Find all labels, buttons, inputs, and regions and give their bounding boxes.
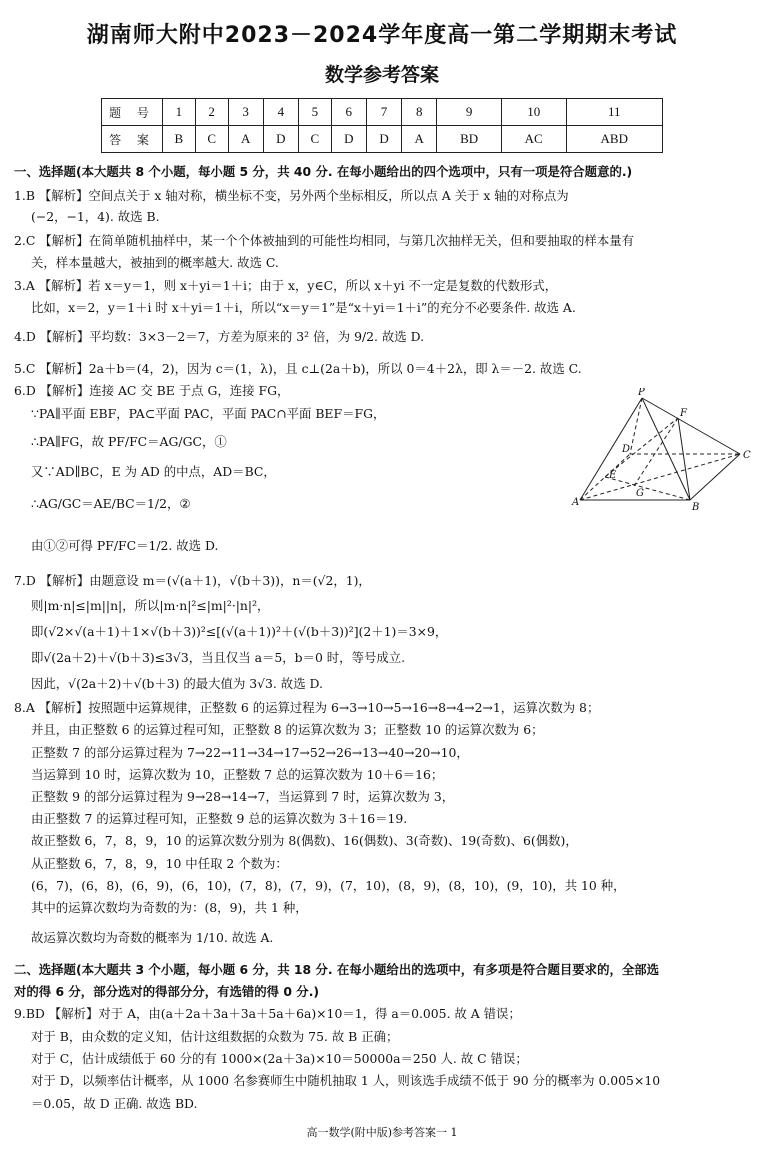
question-number: 10 [501, 99, 566, 126]
solution-line: (−2，−1，4). 故选 B. [31, 209, 160, 224]
solution-line: 关，样本量越大，被抽到的概率越大. 故选 C. [31, 255, 279, 270]
solution-line: 因此，√(2a＋2)＋√(b＋3) 的最大值为 3√3. 故选 D. [31, 676, 323, 691]
label-b: B [692, 502, 700, 513]
solution-line: 7.D 【解析】由题意设 m＝(√(a＋1)，√(b＋3))，n＝(√2，1)， [14, 573, 371, 588]
solution-line: 即(√2×√(a＋1)＋1×√(b＋3))²≤[(√(a＋1))²＋(√(b＋3))²](2＋1)＝3×9， [31, 624, 448, 639]
question-number: 1 [163, 99, 196, 126]
question-number: 9 [437, 99, 502, 126]
solution-line: 比如，x＝2，y＝1＋i 时 x＋yi＝1＋i，所以“x＝y＝1”是“x＋yi＝1＋i”的充分不必要条件. 故选 A. [31, 300, 576, 315]
solution-line: 即√(2a＋2)＋√(b＋3)≤3√3，当且仅当 a＝5，b＝0 时，等号成立. [31, 650, 406, 665]
solution-line: 8.A 【解析】按照题中运算规律，正整数 6 的运算过程为 6→3→10→5→16→8→4→2→1，运算次数为 8； [14, 700, 600, 715]
solution-line: 又∵AD∥BC，E 为 AD 的中点，AD＝BC， [31, 464, 276, 479]
solution-line: 其中的运算次数均为奇数的为：(8，9)，共 1 种， [31, 900, 308, 915]
answer-cell: A [228, 126, 263, 153]
question-number: 11 [566, 99, 663, 126]
solution-line: 则|m·n|≤|m||n|，所以|m·n|²≤|m|²·|n|²， [31, 598, 270, 613]
answer-table-answer-row [102, 126, 663, 153]
pyramid-figure [570, 388, 755, 513]
edge-ef [605, 418, 678, 477]
label-d: D [622, 444, 631, 455]
question-number: 3 [228, 99, 263, 126]
solution-line: 1.B 【解析】空间点关于 x 轴对称，横坐标不变，另外两个坐标相反，所以点 A 关于 x 轴的对称点为 [14, 188, 569, 203]
solution-line: 当运算到 10 时，运算次数为 10，正整数 7 总的运算次数为 10＋6＝16； [31, 767, 444, 782]
answer-header: 答 案 [102, 126, 163, 153]
page-title: 湖南师大附中2023－2024学年度高一第二学期期末考试 [86, 23, 678, 48]
solution-line: 正整数 9 的部分运算过程为 9→28→14→7，当运算到 7 时，运算次数为 3， [31, 789, 455, 804]
answer-cell: C [195, 126, 228, 153]
label-e: E [609, 470, 617, 481]
answer-cell: D [263, 126, 298, 153]
question-number: 7 [366, 99, 401, 126]
solution-line: 由正整数 7 的运算过程可知，正整数 9 总的运算次数为 3＋16＝19. [31, 811, 408, 826]
solution-line: 并且，由正整数 6 的运算过程可知，正整数 8 的运算次数为 3；正整数 10 的运算次数为 6； [31, 722, 544, 737]
number-header: 题 号 [102, 99, 163, 126]
answer-cell: AC [501, 126, 566, 153]
question-number: 2 [195, 99, 228, 126]
label-g: G [636, 488, 644, 499]
solution-line: 5.C 【解析】2a＋b＝(4，2)，因为 c＝(1，λ)，且 c⊥(2a＋b)，所以 0＝4＋2λ，即 λ＝－2. 故选 C. [14, 361, 582, 376]
label-f: F [680, 408, 687, 419]
solution-line: 从正整数 6，7，8，9，10 中任取 2 个数为： [31, 856, 288, 871]
label-c: C [743, 450, 751, 461]
answer-cell: A [402, 126, 437, 153]
page-subtitle: 数学参考答案 [324, 64, 439, 86]
section-heading-2-cont: 对的得 6 分，部分选对的得部分分，有选错的得 0 分.) [14, 984, 320, 999]
question-number: 6 [331, 99, 366, 126]
solution-line: 3.A 【解析】若 x＝y＝1，则 x＋yi＝1＋i；由于 x，y∈C，所以 x＋yi 不一定是复数的代数形式， [14, 278, 558, 293]
solution-line: 6.D 【解析】连接 AC 交 BE 于点 G，连接 FG， [14, 383, 290, 398]
solution-line: 2.C 【解析】在简单随机抽样中，某一个个体被抽到的可能性均相同，与第几次抽样无关，但和要抽取的样本量有 [14, 233, 634, 248]
question-number: 4 [263, 99, 298, 126]
solution-line: 故正整数 6，7，8，9，10 的运算次数分别为 8(偶数)、16(偶数)、3(奇数)、19(奇数)、6(偶数)， [31, 833, 578, 848]
solution-line: (6，7)，(6，8)，(6，9)，(6，10)，(7，8)，(7，9)，(7，10)，(8，9)，(8，10)，(9，10)，共 10 种， [31, 878, 626, 893]
solution-line: ∴PA∥FG，故 PF/FC＝AG/GC，① [31, 434, 227, 449]
solution-line: ∵PA∥平面 EBF，PA⊂平面 PAC，平面 PAC∩平面 BEF＝FG， [31, 406, 386, 421]
answer-cell: B [163, 126, 196, 153]
page-footer: 高一数学(附中版)参考答案一 1 [306, 1126, 458, 1139]
answer-cell: BD [437, 126, 502, 153]
question-number: 8 [402, 99, 437, 126]
section-heading-2: 二、选择题(本大题共 3 个小题，每小题 6 分，共 18 分. 在每小题给出的选项中，有多项是符合题目要求的，全部选 [14, 962, 660, 977]
question-number: 5 [298, 99, 331, 126]
solution-line: 故运算次数均为奇数的概率为 1/10. 故选 A. [31, 930, 274, 945]
answer-cell: D [366, 126, 401, 153]
label-a: A [572, 497, 580, 508]
section-heading-1: 一、选择题(本大题共 8 个小题，每小题 5 分，共 40 分. 在每小题给出的四个选项中，只有一项是符合题意的.) [14, 164, 633, 179]
solution-line: ＝0.05，故 D 正确. 故选 BD. [31, 1096, 198, 1111]
edge-pd [630, 398, 642, 454]
answer-cell: C [298, 126, 331, 153]
solution-line: 正整数 7 的部分运算过程为 7→22→11→34→17→52→26→13→40→20→10， [31, 745, 469, 760]
answer-table [101, 98, 663, 153]
edge-pc [642, 398, 740, 454]
answer-table-number-row [102, 99, 663, 126]
answer-cell: ABD [566, 126, 663, 153]
answer-cell: D [331, 126, 366, 153]
solution-line: 对于 B，由众数的定义知，估计这组数据的众数为 75. 故 B 正确； [31, 1029, 399, 1044]
solution-line: 4.D 【解析】平均数：3×3－2＝7，方差为原来的 3² 倍，为 9/2. 故选 D. [14, 329, 425, 344]
solution-line: ∴AG/GC＝AE/BC＝1/2，② [31, 496, 191, 511]
solution-line: 9.BD 【解析】对于 A，由(a＋2a＋3a＋3a＋5a＋6a)×10＝1，得 a＝0.005. 故 A 错误； [14, 1006, 521, 1021]
solution-line: 由①②可得 PF/FC＝1/2. 故选 D. [31, 538, 219, 553]
solution-line: 对于 D，以频率估计概率，从 1000 名参赛师生中随机抽取 1 人，则该选手成绩不低于 90 分的概率为 0.005×10 [31, 1073, 661, 1088]
label-p: P [638, 388, 645, 398]
solution-line: 对于 C，估计成绩低于 60 分的有 1000×(2a＋3a)×10＝50000a＝250 人. 故 C 错误； [31, 1051, 528, 1066]
